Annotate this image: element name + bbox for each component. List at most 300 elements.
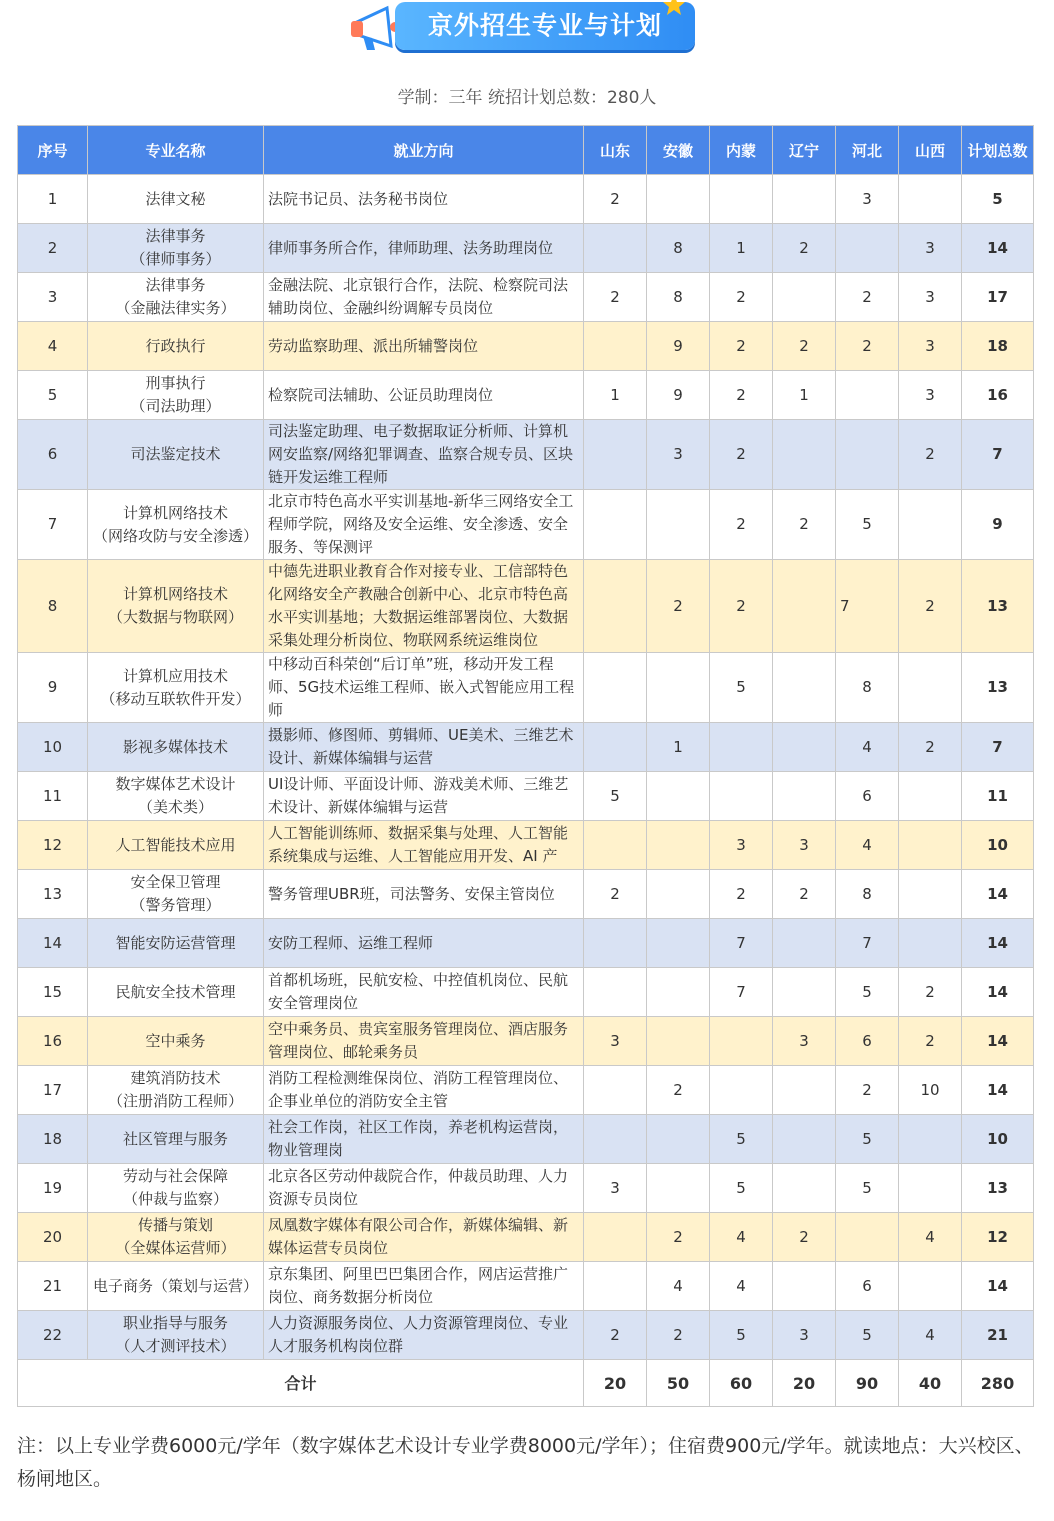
count-shandong — [584, 490, 647, 560]
count-shandong — [584, 1115, 647, 1164]
major-name — [88, 772, 264, 821]
count-shanxi — [899, 1115, 962, 1164]
count-shandong — [584, 1066, 647, 1115]
count-liaoning — [773, 653, 836, 723]
count-hebei: 4 — [836, 821, 899, 870]
employment-direction: 中德先进职业教育合作对接专业、工信部特色化网络安全产教融合创新中心、北京市特色高水平实训基地；大数据运维部署岗位、大数据采集处理分析岗位、物联网系统运维岗位 — [264, 560, 584, 653]
summary-neimeng: 60 — [710, 1360, 773, 1407]
major-name-line: （司法助理） — [130, 397, 221, 415]
count-hebei: 6 — [836, 772, 899, 821]
table-row — [18, 560, 1034, 653]
count-shanxi: 2 — [899, 560, 962, 653]
major-name-line: 安全保卫管理 — [130, 873, 221, 891]
table-row — [18, 1017, 1034, 1066]
count-shandong: 1 — [584, 371, 647, 420]
count-anhui: 2 — [647, 560, 710, 653]
row-number: 19 — [18, 1164, 88, 1213]
table-header-row — [18, 126, 1034, 175]
count-anhui — [647, 968, 710, 1017]
table-row — [18, 968, 1034, 1017]
summary-row — [18, 1360, 1034, 1407]
employment-direction: 律师事务所合作，律师助理、法务助理岗位 — [264, 224, 584, 273]
major-name — [88, 371, 264, 420]
count-liaoning: 3 — [773, 1311, 836, 1360]
row-number: 4 — [18, 322, 88, 371]
count-neimeng — [710, 1066, 773, 1115]
row-number: 18 — [18, 1115, 88, 1164]
banner-title: 京外招生专业与计划 — [427, 11, 662, 40]
major-name — [88, 1017, 264, 1066]
employment-direction: 人力资源服务岗位、人力资源管理岗位、专业人才服务机构岗位群 — [264, 1311, 584, 1360]
header-no: 序号 — [18, 126, 88, 175]
summary-shandong: 20 — [584, 1360, 647, 1407]
count-liaoning — [773, 968, 836, 1017]
major-name-line: 司法鉴定技术 — [130, 445, 221, 463]
summary-anhui: 50 — [647, 1360, 710, 1407]
count-shanxi — [899, 653, 962, 723]
table-row — [18, 175, 1034, 224]
count-total: 16 — [962, 371, 1034, 420]
count-total: 18 — [962, 322, 1034, 371]
count-anhui — [647, 772, 710, 821]
major-name — [88, 490, 264, 560]
table-row — [18, 371, 1034, 420]
employment-direction: 警务管理UBR班，司法警务、安保主管岗位 — [264, 870, 584, 919]
count-shanxi: 2 — [899, 968, 962, 1017]
count-total: 14 — [962, 1066, 1034, 1115]
major-name — [88, 919, 264, 968]
table-row — [18, 772, 1034, 821]
count-liaoning — [773, 1066, 836, 1115]
major-name — [88, 1164, 264, 1213]
major-name-line: 传播与策划 — [137, 1216, 213, 1234]
count-total: 14 — [962, 919, 1034, 968]
major-name-line: 劳动与社会保障 — [122, 1167, 228, 1185]
count-liaoning — [773, 772, 836, 821]
count-liaoning — [773, 420, 836, 490]
row-number: 16 — [18, 1017, 88, 1066]
count-shanxi — [899, 175, 962, 224]
count-neimeng: 4 — [710, 1213, 773, 1262]
count-shandong: 2 — [584, 1311, 647, 1360]
table-row — [18, 1262, 1034, 1311]
count-neimeng: 7 — [710, 919, 773, 968]
page-banner — [343, 0, 703, 58]
header-shanxi: 山西 — [899, 126, 962, 175]
major-name-line: （美术类） — [137, 798, 213, 816]
major-name — [88, 1311, 264, 1360]
major-name-line: （注册消防工程师） — [107, 1092, 243, 1110]
count-hebei: 2 — [836, 1066, 899, 1115]
row-number: 3 — [18, 273, 88, 322]
major-name-line: （金融法律实务） — [115, 299, 236, 317]
count-neimeng: 2 — [710, 420, 773, 490]
row-number: 12 — [18, 821, 88, 870]
employment-direction: 社会工作岗，社区工作岗，养老机构运营岗，物业管理岗 — [264, 1115, 584, 1164]
count-shanxi: 2 — [899, 1017, 962, 1066]
major-name — [88, 723, 264, 772]
count-neimeng — [710, 175, 773, 224]
count-total: 17 — [962, 273, 1034, 322]
major-name-line: （全媒体运营师） — [115, 1239, 236, 1257]
row-number: 2 — [18, 224, 88, 273]
table-row — [18, 273, 1034, 322]
employment-direction: 检察院司法辅助、公证员助理岗位 — [264, 371, 584, 420]
count-anhui: 2 — [647, 1213, 710, 1262]
count-anhui: 9 — [647, 322, 710, 371]
count-hebei: 5 — [836, 490, 899, 560]
table-row — [18, 1066, 1034, 1115]
count-shandong — [584, 968, 647, 1017]
count-anhui — [647, 821, 710, 870]
major-name-line: 电子商务（策划与运营） — [92, 1276, 258, 1295]
count-liaoning — [773, 723, 836, 772]
count-anhui: 3 — [647, 420, 710, 490]
count-liaoning: 2 — [773, 1213, 836, 1262]
count-neimeng: 1 — [710, 224, 773, 273]
employment-direction: 中移动百科荣创“后订单”班，移动开发工程师、5G技术运维工程师、嵌入式智能应用工程师 — [264, 653, 584, 723]
major-name-line: 计算机网络技术 — [122, 503, 228, 522]
count-shandong: 3 — [584, 1164, 647, 1213]
count-total: 13 — [962, 653, 1034, 723]
count-liaoning: 2 — [773, 322, 836, 371]
count-shandong — [584, 723, 647, 772]
count-total: 13 — [962, 560, 1034, 653]
count-hebei: 2 — [836, 322, 899, 371]
major-name — [88, 322, 264, 371]
count-liaoning — [773, 1262, 836, 1311]
employment-direction: 北京市特色高水平实训基地-新华三网络安全工程师学院，网络及安全运维、安全渗透、安全服务、等保测评 — [264, 490, 584, 560]
count-anhui: 9 — [647, 371, 710, 420]
employment-direction: 人工智能训练师、数据采集与处理、人工智能系统集成与运维、人工智能应用开发、AI 产 — [264, 821, 584, 870]
count-total: 14 — [962, 1262, 1034, 1311]
count-neimeng: 2 — [710, 371, 773, 420]
subtitle: 学制：三年 统招计划总数：280人 — [397, 88, 657, 108]
count-neimeng: 4 — [710, 1262, 773, 1311]
count-liaoning: 2 — [773, 224, 836, 273]
count-neimeng: 5 — [710, 653, 773, 723]
table-row — [18, 1164, 1034, 1213]
count-hebei: 8 — [836, 653, 899, 723]
major-name-line: （大数据与物联网） — [107, 608, 243, 626]
enrollment-plan-table — [17, 125, 1034, 1407]
count-anhui — [647, 490, 710, 560]
count-neimeng: 5 — [710, 1164, 773, 1213]
table-row — [18, 723, 1034, 772]
footnote: 注：以上专业学费6000元/学年（数字媒体艺术设计专业学费8000元/学年）；住宿费900元/学年。就读地点：大兴校区、杨闸地区。 — [17, 1435, 1034, 1490]
count-shanxi: 3 — [899, 273, 962, 322]
major-name-line: 社区管理与服务 — [122, 1129, 228, 1148]
count-liaoning: 1 — [773, 371, 836, 420]
major-name — [88, 1213, 264, 1262]
count-hebei — [836, 371, 899, 420]
count-shandong — [584, 560, 647, 653]
employment-direction: 司法鉴定助理、电子数据取证分析师、计算机网安监察/网络犯罪调查、监察合规专员、区块链开发运维工程师 — [264, 420, 584, 490]
count-shandong: 5 — [584, 772, 647, 821]
summary-shanxi: 40 — [899, 1360, 962, 1407]
count-anhui — [647, 1115, 710, 1164]
count-shanxi: 2 — [899, 420, 962, 490]
count-liaoning — [773, 1115, 836, 1164]
count-liaoning: 3 — [773, 1017, 836, 1066]
count-anhui — [647, 175, 710, 224]
major-name — [88, 821, 264, 870]
major-name — [88, 653, 264, 723]
major-name — [88, 1262, 264, 1311]
major-name-line: 影视多媒体技术 — [122, 737, 228, 756]
count-neimeng: 5 — [710, 1115, 773, 1164]
count-anhui — [647, 653, 710, 723]
count-neimeng — [710, 772, 773, 821]
row-number: 21 — [18, 1262, 88, 1311]
major-name-line: （移动互联软件开发） — [100, 689, 251, 708]
header-name: 专业名称 — [88, 126, 264, 175]
count-neimeng: 7 — [710, 968, 773, 1017]
major-name — [88, 224, 264, 273]
major-name — [88, 1115, 264, 1164]
count-neimeng: 2 — [710, 273, 773, 322]
count-shanxi: 3 — [899, 371, 962, 420]
count-shanxi — [899, 490, 962, 560]
count-total: 5 — [962, 175, 1034, 224]
count-shandong — [584, 420, 647, 490]
count-shandong: 2 — [584, 273, 647, 322]
count-shandong — [584, 1213, 647, 1262]
count-shanxi — [899, 919, 962, 968]
major-name-line: （警务管理） — [130, 896, 221, 914]
row-number: 15 — [18, 968, 88, 1017]
count-anhui: 1 — [647, 723, 710, 772]
table-row — [18, 919, 1034, 968]
header-shandong: 山东 — [584, 126, 647, 175]
count-anhui: 8 — [647, 224, 710, 273]
major-name — [88, 870, 264, 919]
major-name-line: 计算机应用技术 — [122, 666, 228, 685]
count-liaoning — [773, 1164, 836, 1213]
count-liaoning — [773, 273, 836, 322]
row-number: 13 — [18, 870, 88, 919]
count-liaoning: 3 — [773, 821, 836, 870]
count-hebei: 4 — [836, 723, 899, 772]
major-name-line: 法律事务 — [145, 227, 206, 245]
count-total: 9 — [962, 490, 1034, 560]
major-name-line: 空中乘务 — [145, 1031, 206, 1050]
count-hebei: 5 — [836, 1164, 899, 1213]
header-hebei: 河北 — [836, 126, 899, 175]
count-hebei — [836, 420, 899, 490]
count-hebei: 7 — [836, 919, 899, 968]
count-hebei — [836, 224, 899, 273]
major-name-line: 智能安防运营管理 — [115, 933, 236, 952]
count-neimeng: 2 — [710, 560, 773, 653]
count-liaoning — [773, 919, 836, 968]
employment-direction: UI设计师、平面设计师、游戏美术师、三维艺术设计、新媒体编辑与运营 — [264, 772, 584, 821]
major-name-line: （仲裁与监察） — [122, 1190, 228, 1208]
row-number: 14 — [18, 919, 88, 968]
count-shanxi: 3 — [899, 224, 962, 273]
major-name-line: （人才测评技术） — [115, 1337, 236, 1355]
major-name — [88, 175, 264, 224]
row-number: 10 — [18, 723, 88, 772]
major-name-line: 行政执行 — [145, 336, 206, 355]
table-row — [18, 322, 1034, 371]
row-number: 20 — [18, 1213, 88, 1262]
count-shandong: 2 — [584, 175, 647, 224]
count-total: 11 — [962, 772, 1034, 821]
major-name-line: （律师事务） — [130, 250, 221, 268]
major-name-line: 法律事务 — [145, 276, 206, 294]
major-name — [88, 420, 264, 490]
employment-direction: 京东集团、阿里巴巴集团合作，网店运营推广岗位、商务数据分析岗位 — [264, 1262, 584, 1311]
major-name — [88, 560, 264, 653]
count-total: 13 — [962, 1164, 1034, 1213]
employment-direction: 摄影师、修图师、剪辑师、UE美术、三维艺术设计、新媒体编辑与运营 — [264, 723, 584, 772]
major-name-line: 人工智能技术应用 — [115, 835, 236, 854]
count-anhui — [647, 1164, 710, 1213]
row-number: 8 — [18, 560, 88, 653]
row-number: 22 — [18, 1311, 88, 1360]
count-total: 12 — [962, 1213, 1034, 1262]
count-hebei: 2 — [836, 273, 899, 322]
count-hebei — [836, 1213, 899, 1262]
count-anhui — [647, 870, 710, 919]
major-name-line: 刑事执行 — [145, 374, 206, 392]
table-row — [18, 821, 1034, 870]
employment-direction: 劳动监察助理、派出所辅警岗位 — [264, 322, 584, 371]
count-anhui — [647, 919, 710, 968]
employment-direction: 首都机场班，民航安检、中控值机岗位、民航安全管理岗位 — [264, 968, 584, 1017]
row-number: 1 — [18, 175, 88, 224]
count-shandong — [584, 821, 647, 870]
table-row — [18, 1115, 1034, 1164]
count-total: 14 — [962, 224, 1034, 273]
header-direction: 就业方向 — [264, 126, 584, 175]
count-neimeng: 2 — [710, 870, 773, 919]
count-anhui: 8 — [647, 273, 710, 322]
count-shandong: 2 — [584, 870, 647, 919]
row-number: 6 — [18, 420, 88, 490]
count-neimeng — [710, 723, 773, 772]
employment-direction: 安防工程师、运维工程师 — [264, 919, 584, 968]
count-shanxi: 4 — [899, 1311, 962, 1360]
count-hebei: 8 — [836, 870, 899, 919]
header-total: 计划总数 — [962, 126, 1034, 175]
major-name-line: 建筑消防技术 — [130, 1069, 221, 1087]
count-shandong — [584, 919, 647, 968]
count-total: 7 — [962, 723, 1034, 772]
count-total: 10 — [962, 1115, 1034, 1164]
count-anhui: 2 — [647, 1311, 710, 1360]
employment-direction: 法院书记员、法务秘书岗位 — [264, 175, 584, 224]
count-total: 14 — [962, 870, 1034, 919]
header-neimeng: 内蒙 — [710, 126, 773, 175]
count-neimeng: 3 — [710, 821, 773, 870]
count-hebei: 7 — [836, 560, 899, 653]
count-liaoning: 2 — [773, 870, 836, 919]
count-anhui — [647, 1017, 710, 1066]
table-row — [18, 1213, 1034, 1262]
count-shanxi: 3 — [899, 322, 962, 371]
count-shandong: 3 — [584, 1017, 647, 1066]
count-anhui: 2 — [647, 1066, 710, 1115]
count-liaoning: 2 — [773, 490, 836, 560]
table-row — [18, 1311, 1034, 1360]
summary-liaoning: 20 — [773, 1360, 836, 1407]
employment-direction: 消防工程检测维保岗位、消防工程管理岗位、企事业单位的消防安全主管 — [264, 1066, 584, 1115]
count-neimeng — [710, 1017, 773, 1066]
summary-total: 280 — [962, 1360, 1034, 1407]
row-number: 7 — [18, 490, 88, 560]
table-row — [18, 490, 1034, 560]
count-shanxi — [899, 1164, 962, 1213]
summary-label: 合计 — [18, 1360, 584, 1407]
count-shandong — [584, 224, 647, 273]
count-hebei: 5 — [836, 1311, 899, 1360]
major-name-line: 数字媒体艺术设计 — [115, 775, 236, 793]
count-total: 7 — [962, 420, 1034, 490]
count-total: 21 — [962, 1311, 1034, 1360]
summary-hebei: 90 — [836, 1360, 899, 1407]
row-number: 17 — [18, 1066, 88, 1115]
employment-direction: 空中乘务员、贵宾室服务管理岗位、酒店服务管理岗位、邮轮乘务员 — [264, 1017, 584, 1066]
header-anhui: 安徽 — [647, 126, 710, 175]
count-neimeng: 2 — [710, 490, 773, 560]
count-total: 14 — [962, 1017, 1034, 1066]
major-name-line: 民航安全技术管理 — [115, 982, 236, 1001]
count-shanxi — [899, 821, 962, 870]
employment-direction: 北京各区劳动仲裁院合作，仲裁员助理、人力资源专员岗位 — [264, 1164, 584, 1213]
count-shandong — [584, 322, 647, 371]
table-row — [18, 420, 1034, 490]
star-icon — [661, 0, 687, 18]
count-hebei: 6 — [836, 1262, 899, 1311]
count-shanxi: 4 — [899, 1213, 962, 1262]
count-total: 10 — [962, 821, 1034, 870]
major-name — [88, 1066, 264, 1115]
count-hebei: 6 — [836, 1017, 899, 1066]
table-row — [18, 653, 1034, 723]
count-hebei: 5 — [836, 968, 899, 1017]
employment-direction: 金融法院、北京银行合作，法院、检察院司法辅助岗位、金融纠纷调解专员岗位 — [264, 273, 584, 322]
count-neimeng: 2 — [710, 322, 773, 371]
count-shandong — [584, 1262, 647, 1311]
count-shanxi — [899, 772, 962, 821]
count-shanxi — [899, 870, 962, 919]
count-liaoning — [773, 175, 836, 224]
count-hebei: 3 — [836, 175, 899, 224]
count-hebei: 5 — [836, 1115, 899, 1164]
count-shanxi: 10 — [899, 1066, 962, 1115]
count-total: 14 — [962, 968, 1034, 1017]
count-liaoning — [773, 560, 836, 653]
major-name — [88, 273, 264, 322]
row-number: 11 — [18, 772, 88, 821]
major-name-line: 职业指导与服务 — [122, 1314, 228, 1332]
row-number: 5 — [18, 371, 88, 420]
major-name — [88, 968, 264, 1017]
count-neimeng: 5 — [710, 1311, 773, 1360]
employment-direction: 凤凰数字媒体有限公司合作，新媒体编辑、新媒体运营专员岗位 — [264, 1213, 584, 1262]
count-shandong — [584, 653, 647, 723]
major-name-line: （网络攻防与安全渗透） — [92, 526, 258, 545]
count-shanxi: 2 — [899, 723, 962, 772]
table-row — [18, 224, 1034, 273]
count-shanxi — [899, 1262, 962, 1311]
table-row — [18, 870, 1034, 919]
header-liaoning: 辽宁 — [773, 126, 836, 175]
major-name-line: 计算机网络技术 — [122, 585, 228, 603]
row-number: 9 — [18, 653, 88, 723]
